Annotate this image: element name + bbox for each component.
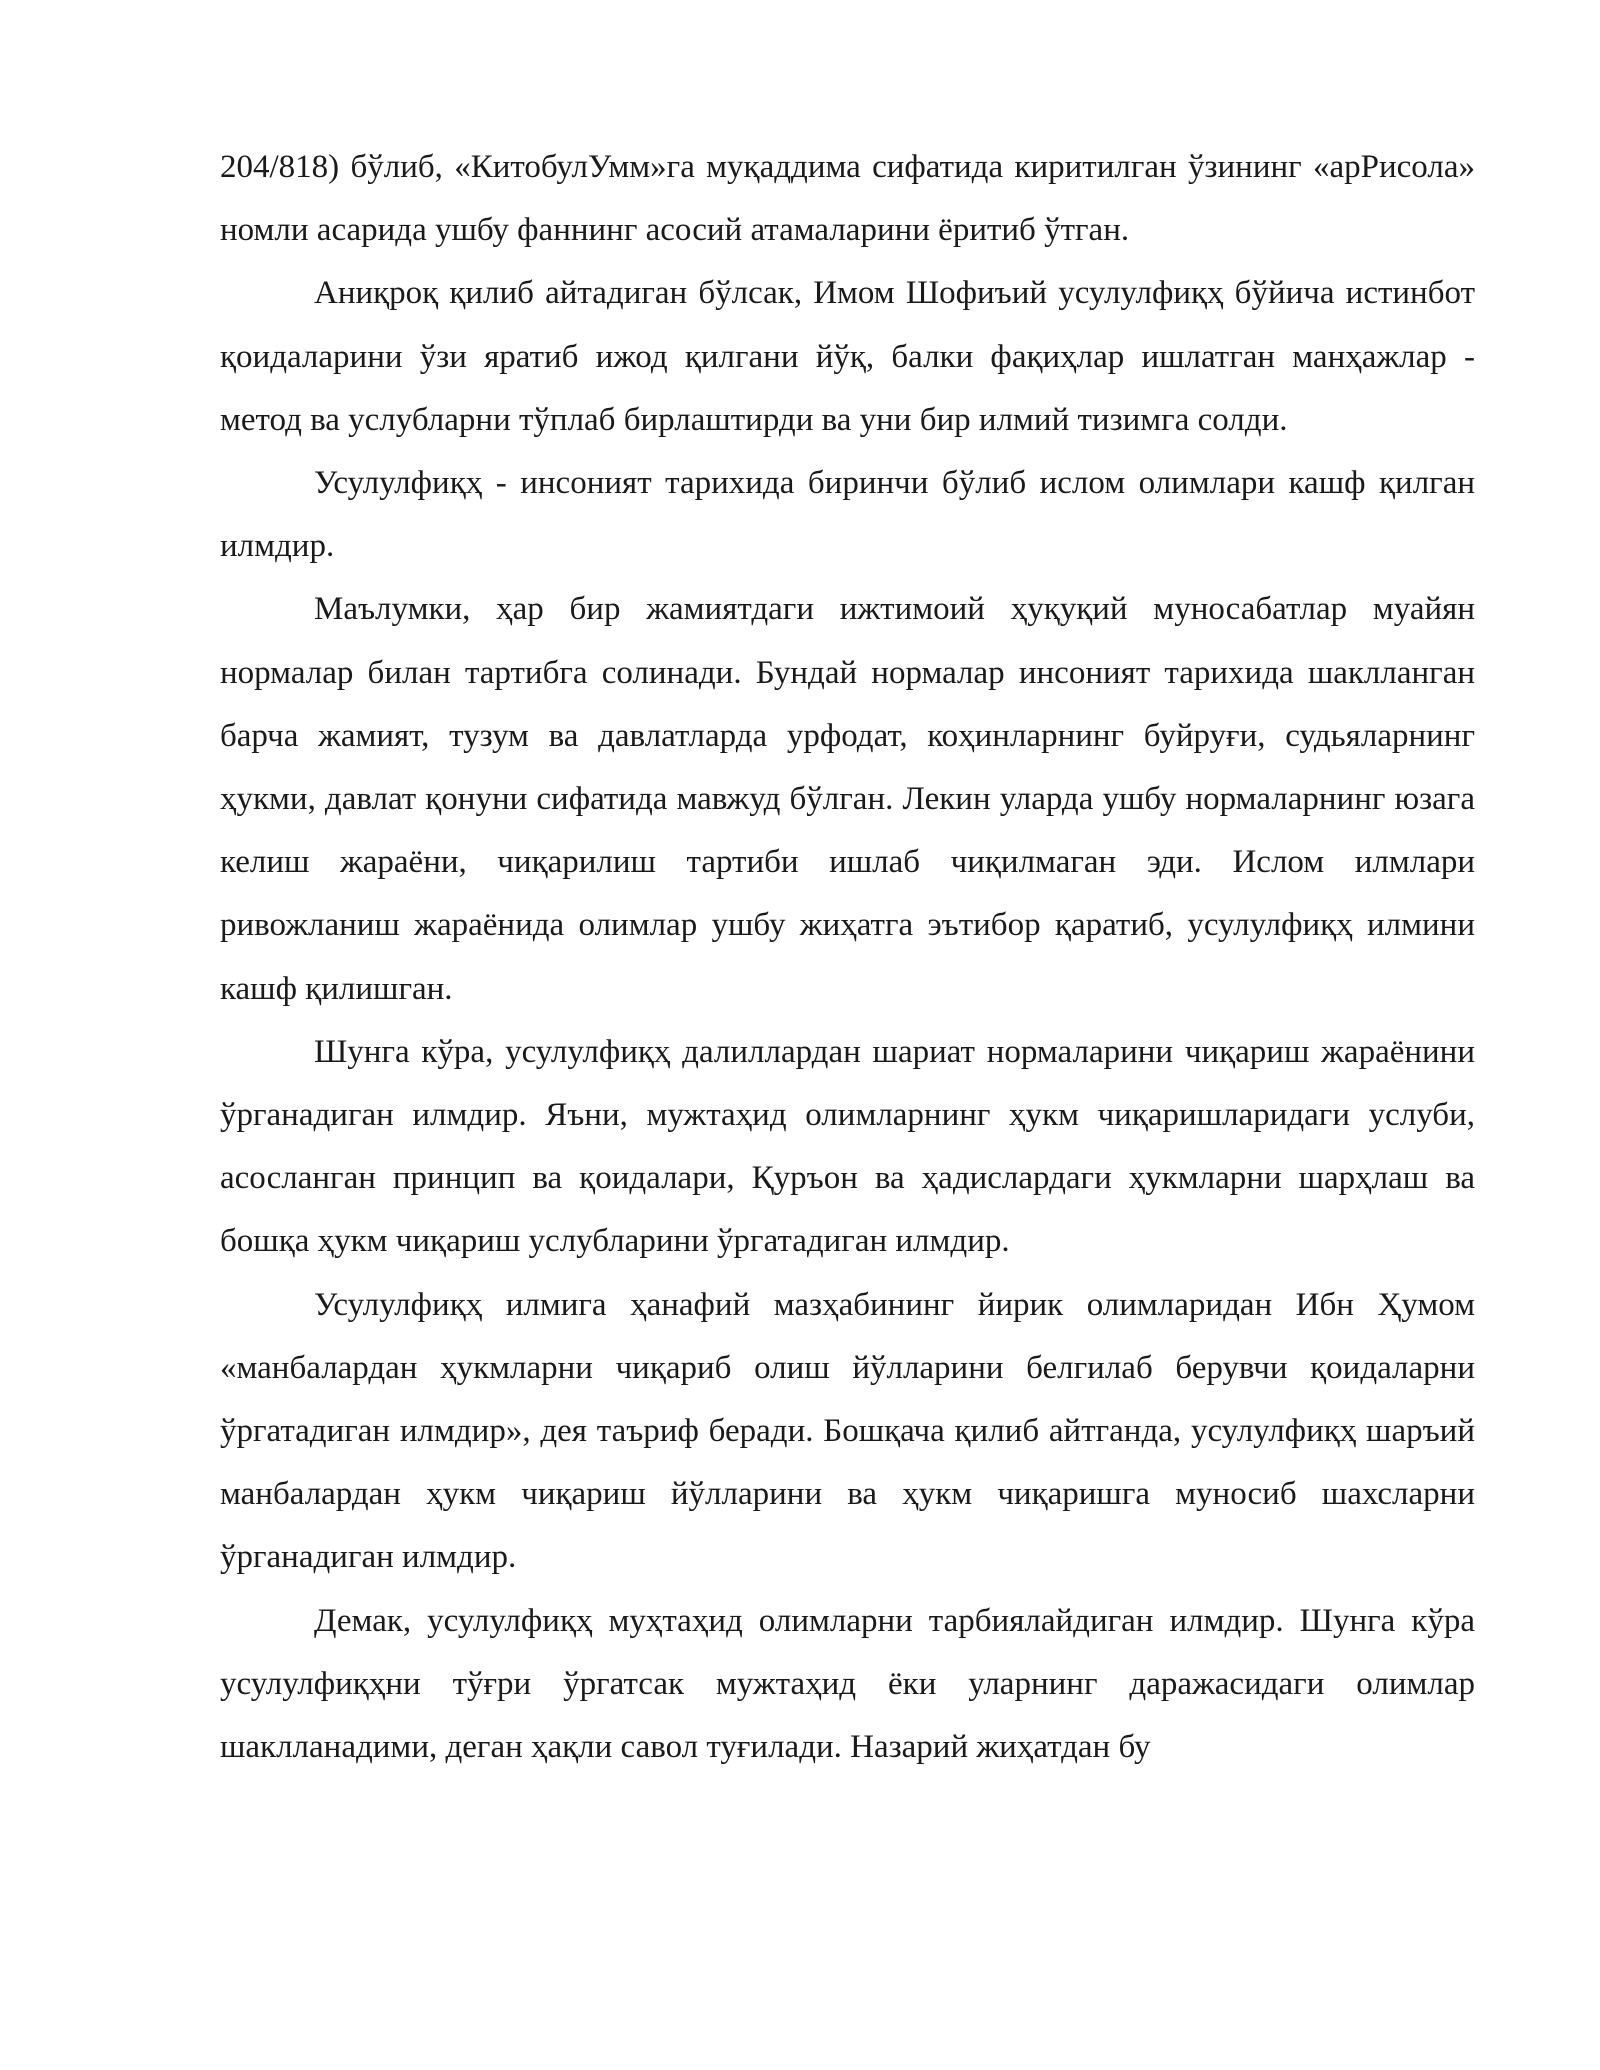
paragraph: Усулулфиқҳ - инсоният тарихида биринчи бўлиб ислом олимлари кашф қилган илмдир. (220, 465, 1475, 565)
paragraph: Аниқроқ қилиб айтадиган бўлсак, Имом Шофиъий усулулфиқҳ бўйича истинбот қоидаларини ўзи яратиб ижод қилгани йўқ, балки фақиҳлар ишлатган манҳажлар - метод ва услубларни тўплаб бирлаштирди ва уни бир илмий тизимга солди. (220, 275, 1475, 438)
paragraph-continued: 204/818) бўлиб, «КитобулУмм»га муқаддима сифатида киритилган ўзининг «арРисола» номли асарида ушбу фаннинг асосий атамаларини ёритиб ўтган. (220, 149, 1475, 249)
document-body (220, 136, 1475, 1779)
paragraph: Усулулфиқҳ илмига ҳанафий мазҳабининг йирик олимларидан Ибн Ҳумом «манбалардан ҳукмларни чиқариб олиш йўлларини белгилаб берувчи қоидаларни ўргатадиган илмдир», дея таъриф беради. Бошқача қилиб айтганда, усулулфиқҳ шаръий манбалардан ҳукм чиқариш йўлларини ва ҳукм чиқаришга муносиб шахсларни ўрганадиган илмдир. (220, 1286, 1475, 1576)
paragraph-truncated: Демак, усулулфиқҳ муҳтаҳид олимларни тарбиялайдиган илмдир. Шунга кўра усулулфиқҳни тўғри ўргатсак мужтаҳид ёки уларнинг даражасидаги олимлар шаклланадими, деган ҳақли савол туғилади. Назарий жиҳатдан бу (220, 1602, 1475, 1766)
paragraph: Маълумки, ҳар бир жамиятдаги ижтимоий ҳуқуқий муносабатлар муайян нормалар билан тартибга солинади. Бундай нормалар инсоният тарихида шаклланган барча жамият, тузум ва давлатларда урфодат, коҳинларнинг буйруғи, судьяларнинг ҳукми, давлат қонуни сифатида мавжуд бўлган. Лекин уларда ушбу нормаларнинг юзага келиш жараёни, чиқарилиш тартиби ишлаб чиқилмаган эди. Ислом илмлари ривожланиш жараёнида олимлар ушбу жиҳатга эътибор қаратиб, усулулфиқҳ илмини кашф қилишган. (220, 591, 1475, 1007)
paragraph: Шунга кўра, усулулфиқҳ далиллардан шариат нормаларини чиқариш жараёнини ўрганадиган илмдир. Яъни, мужтаҳид олимларнинг ҳукм чиқаришларидаги услуби, асосланган принцип ва қоидалари, Қуръон ва ҳадислардаги ҳукмларни шарҳлаш ва бошқа ҳукм чиқариш услубларини ўргатадиган илмдир. (220, 1033, 1475, 1260)
